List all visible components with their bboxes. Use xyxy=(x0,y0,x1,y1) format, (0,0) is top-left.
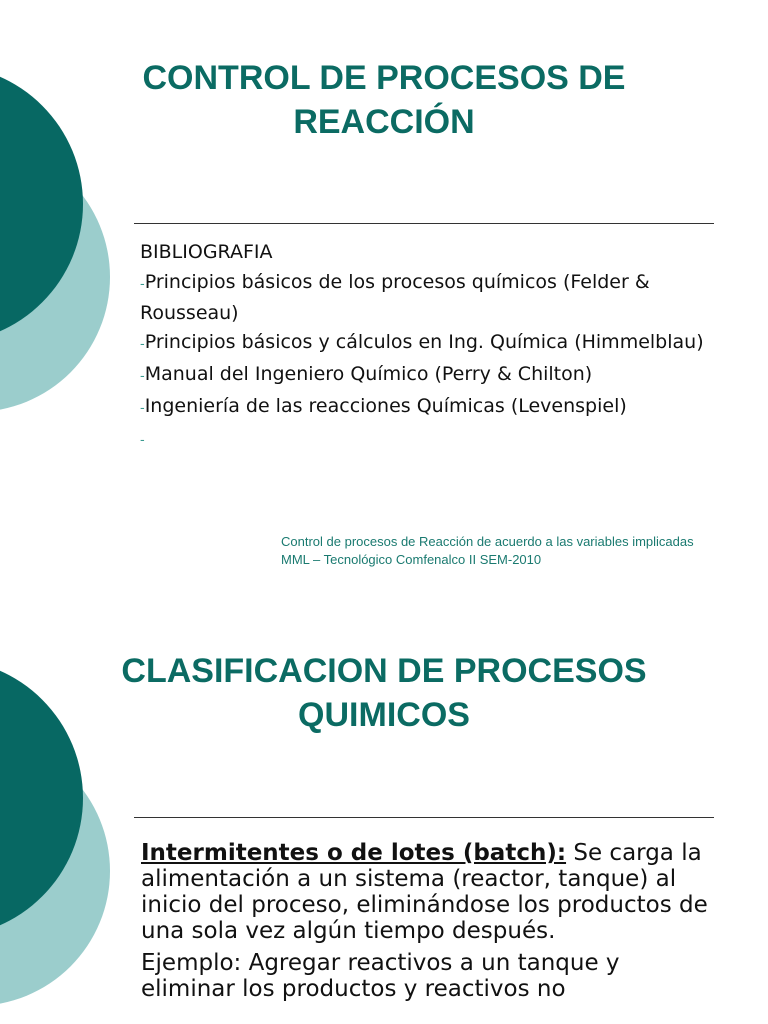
footer-line-1: Control de procesos de Reacción de acuerdo a las variables implicadas xyxy=(281,534,694,549)
example-paragraph: Ejemplo: Agregar reactivos a un tanque y eliminar los productos y reactivos no xyxy=(141,950,620,1002)
bibliography-heading: BIBLIOGRAFIA xyxy=(140,241,273,263)
list-item xyxy=(140,392,710,423)
bullet-dash: - xyxy=(140,369,145,384)
list-item xyxy=(140,328,710,359)
slide-footer xyxy=(281,533,761,569)
bullet-dash: - xyxy=(140,433,145,448)
slide-body xyxy=(141,840,711,1008)
definition-paragraph xyxy=(141,840,711,944)
title-line-1: CONTROL DE PROCESOS DE xyxy=(142,59,626,97)
reference-text: Ingeniería de las reacciones Químicas (Levenspiel) xyxy=(144,395,627,417)
list-item xyxy=(140,424,710,455)
list-item xyxy=(140,360,710,391)
definition-text: Se carga la alimentación a un sistema (reactor, tanque) al inicio del proceso, eliminándose los productos de una sola vez algún tiempo después. xyxy=(141,840,708,944)
slide-title xyxy=(0,56,768,144)
list-item xyxy=(140,268,710,327)
title-divider xyxy=(134,817,714,818)
reference-text: Principios básicos y cálculos en Ing. Química (Himmelblau) xyxy=(144,331,704,353)
slide-2 xyxy=(0,594,768,1024)
bullet-dash: - xyxy=(140,401,145,416)
reference-text: Manual del Ingeniero Químico (Perry & Chilton) xyxy=(144,363,593,385)
bullet-dash: - xyxy=(140,277,145,292)
bullet-dash: - xyxy=(140,337,145,352)
process-term: Intermitentes o de lotes (batch): xyxy=(141,840,567,866)
title-line-1: CLASIFICACION DE PROCESOS xyxy=(121,652,647,690)
bibliography-list xyxy=(140,238,710,456)
title-divider xyxy=(134,223,714,224)
title-line-2: QUIMICOS xyxy=(298,696,470,734)
footer-line-2: MML – Tecnológico Comfenalco II SEM-2010 xyxy=(281,552,542,567)
reference-text: Principios básicos de los procesos químicos (Felder & Rousseau) xyxy=(140,271,650,324)
slide-title xyxy=(0,649,768,737)
title-line-2: REACCIÓN xyxy=(293,103,475,141)
